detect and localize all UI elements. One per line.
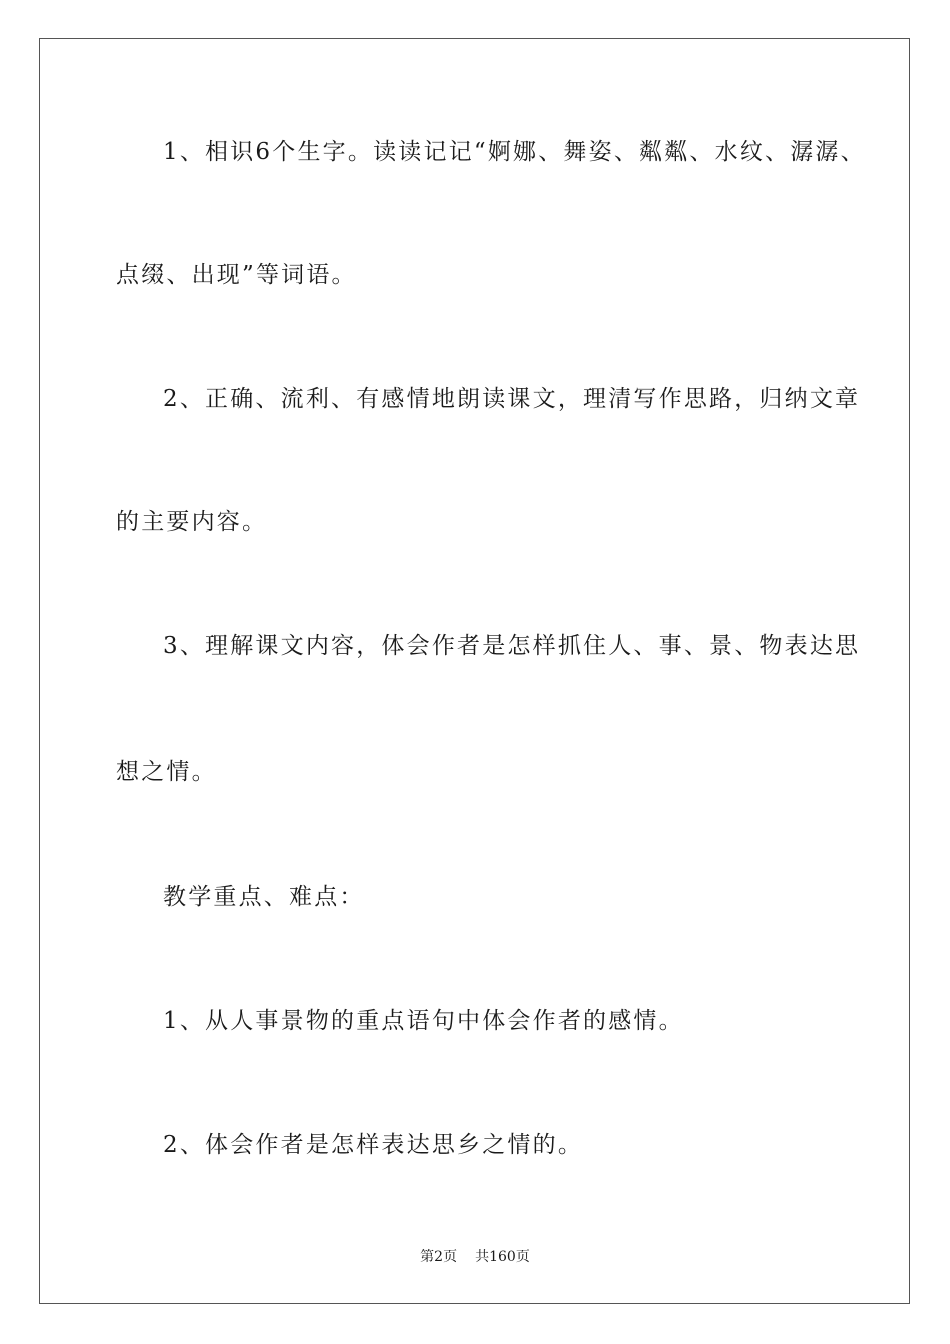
key-point-1: 1、从人事景物的重点语句中体会作者的感情。 <box>163 1008 684 1034</box>
paragraph-3-line-1: 3、理解课文内容，体会作者是怎样抓住人、事、景、物表达思 <box>163 633 861 659</box>
page-frame <box>39 38 910 1304</box>
paragraph-2-line-1: 2、正确、流利、有感情地朗读课文，理清写作思路，归纳文章 <box>163 386 861 412</box>
page-number: 第2页 <box>420 1249 458 1265</box>
paragraph-2-line-2: 的主要内容。 <box>116 509 268 535</box>
page-total: 共160页 <box>475 1249 530 1265</box>
key-point-2: 2、体会作者是怎样表达思乡之情的。 <box>163 1132 584 1158</box>
paragraph-1-line-1: 1、相识6个生字。读读记记“婀娜、舞姿、粼粼、水纹、潺潺、 <box>163 139 866 165</box>
paragraph-1-line-2: 点缀、出现”等词语。 <box>116 262 357 288</box>
section-heading: 教学重点、难点： <box>163 884 365 910</box>
page-footer <box>0 1248 950 1266</box>
paragraph-3-line-2: 想之情。 <box>116 759 217 785</box>
